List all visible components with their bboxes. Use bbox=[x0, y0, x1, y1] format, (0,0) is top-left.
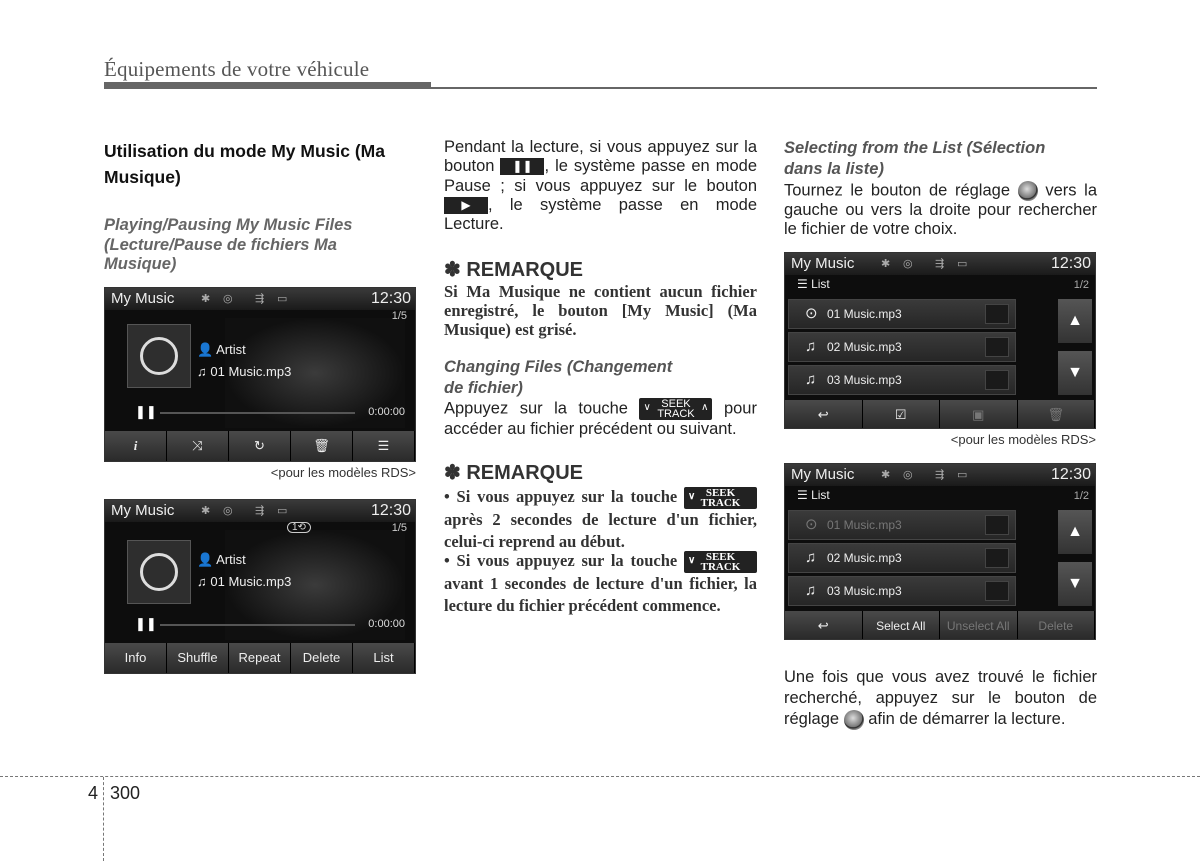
seek-label: SEEK bbox=[705, 551, 736, 564]
progress-track[interactable] bbox=[160, 412, 355, 414]
list-item-label: 01 Music.mp3 bbox=[827, 307, 902, 321]
scroll-up-button[interactable]: ▲ bbox=[1058, 510, 1092, 554]
screen-list-labels bbox=[784, 463, 1096, 640]
battery-icon: ▭ bbox=[957, 469, 968, 481]
tune-knob-icon bbox=[844, 710, 864, 730]
list-item[interactable] bbox=[788, 510, 1016, 540]
status-bar bbox=[785, 253, 1095, 275]
paragraph-text: Pendant la lecture, si vous appuyez sur la bouton bbox=[444, 138, 757, 176]
play-circle-icon: ⊙ bbox=[805, 516, 818, 533]
status-bar bbox=[785, 464, 1095, 486]
list-item-label: 03 Music.mp3 bbox=[827, 584, 902, 598]
seek-label: SEEK bbox=[661, 398, 691, 410]
disc-status-icon: ◎ bbox=[223, 293, 233, 305]
list-item[interactable] bbox=[788, 332, 1016, 362]
subsection-selecting-list: Selecting from the List (Sélection dans la liste) bbox=[784, 139, 1046, 178]
select-all-icon[interactable]: ☑ bbox=[863, 400, 941, 428]
play-circle-icon: ⊙ bbox=[805, 305, 818, 322]
battery-icon: ▭ bbox=[957, 258, 968, 270]
delete-icon[interactable]: 🗑 bbox=[1018, 400, 1096, 428]
artist-line bbox=[197, 342, 246, 358]
usb-icon: ⇶ bbox=[935, 469, 945, 481]
paragraph-text: , le système passe en mode Lecture. bbox=[444, 195, 757, 234]
elapsed-time: 0:00:00 bbox=[368, 406, 405, 418]
info-icon[interactable]: i bbox=[105, 431, 167, 461]
disc-status-icon: ◎ bbox=[903, 258, 913, 270]
remark-text-1: Si Ma Musique ne contient aucun fichier enregistré, le bouton [My Music] (Ma Musique) est grisé. bbox=[444, 282, 757, 339]
status-bar bbox=[105, 288, 415, 310]
music-note-icon: ♫ bbox=[805, 338, 817, 355]
seek-down-icon: ∨ SEEK TRACK bbox=[684, 551, 757, 573]
screen-title: My Music bbox=[111, 290, 175, 307]
paragraph-text: Tournez le bouton de réglage bbox=[784, 181, 1011, 200]
unselect-all-icon[interactable]: ▣ bbox=[940, 400, 1018, 428]
paragraph-text: vers la gauche ou vers la droite pour rechercher le fichier de votre choix. bbox=[784, 181, 1097, 239]
clock: 12:30 bbox=[1050, 466, 1091, 483]
pause-button-icon: ❚❚ bbox=[500, 158, 544, 175]
remark-bullet-2 bbox=[444, 550, 757, 616]
list-item[interactable] bbox=[788, 299, 1016, 329]
confirm-paragraph bbox=[784, 667, 1097, 730]
artist-line bbox=[197, 552, 246, 568]
list-icon: ☰ bbox=[797, 277, 812, 291]
screen-my-music-labels bbox=[104, 499, 416, 674]
track-index: 1/5 bbox=[391, 310, 407, 322]
artist-name: Artist bbox=[216, 552, 246, 567]
delete-icon[interactable]: 🗑 bbox=[291, 431, 353, 461]
remark-heading-1: ✽ REMARQUE bbox=[444, 259, 583, 281]
checkbox[interactable] bbox=[985, 337, 1009, 357]
header-bar bbox=[104, 82, 431, 89]
screen-my-music-icons bbox=[104, 287, 416, 462]
footer-rule bbox=[0, 776, 1200, 777]
track-label: TRACK bbox=[657, 408, 695, 420]
music-note-icon: ♫ bbox=[805, 549, 817, 566]
caption-rds-2: <pour les modèles RDS> bbox=[950, 432, 1096, 447]
list-item-label: 02 Music.mp3 bbox=[827, 551, 902, 565]
list-button[interactable]: List bbox=[353, 643, 415, 673]
scroll-up-button[interactable]: ▲ bbox=[1058, 299, 1092, 343]
clock: 12:30 bbox=[370, 502, 411, 519]
bottom-label-bar bbox=[105, 643, 415, 673]
list-icon[interactable]: ☰ bbox=[353, 431, 415, 461]
bluetooth-icon: ✱ bbox=[201, 505, 211, 517]
screen-title: My Music bbox=[791, 466, 855, 483]
paragraph-text: Une fois que vous avez trouvé le fichier recherché, appuyez sur le bouton de réglage bbox=[784, 668, 1097, 728]
paragraph-text: pour accéder au fichier précédent ou suivant. bbox=[444, 399, 757, 438]
info-button[interactable]: Info bbox=[105, 643, 167, 673]
track-label: TRACK bbox=[700, 497, 741, 510]
album-art-placeholder bbox=[127, 324, 191, 388]
select-all-button[interactable]: Select All bbox=[863, 611, 941, 639]
seek-down-icon: ∨ SEEK TRACK bbox=[684, 487, 757, 509]
elapsed-time: 0:00:00 bbox=[368, 618, 405, 630]
subsection-changing-files: Changing Files (Changement de fichier) bbox=[444, 358, 673, 397]
changing-files-paragraph bbox=[444, 398, 757, 439]
list-item-label: 03 Music.mp3 bbox=[827, 373, 902, 387]
music-note-icon: ♫ bbox=[805, 371, 817, 388]
screen-title: My Music bbox=[791, 255, 855, 272]
clock: 12:30 bbox=[370, 290, 411, 307]
bullet-text: • Si vous appuyez sur la touche bbox=[444, 487, 678, 506]
progress-track[interactable] bbox=[160, 624, 355, 626]
music-note-icon: ♫ bbox=[197, 574, 211, 589]
list-header bbox=[797, 277, 830, 291]
selecting-paragraph bbox=[784, 181, 1097, 240]
person-icon: 👤 bbox=[197, 342, 217, 357]
list-item-label: 01 Music.mp3 bbox=[827, 518, 902, 532]
file-name: 01 Music.mp3 bbox=[210, 364, 292, 379]
page-number: 300 bbox=[110, 783, 141, 803]
checkbox[interactable] bbox=[985, 581, 1009, 601]
list-item[interactable] bbox=[788, 543, 1016, 573]
bluetooth-icon: ✱ bbox=[201, 293, 211, 305]
checkbox[interactable] bbox=[985, 304, 1009, 324]
file-line bbox=[197, 574, 291, 589]
list-item-label: 02 Music.mp3 bbox=[827, 340, 902, 354]
bluetooth-icon: ✱ bbox=[881, 258, 891, 270]
file-name: 01 Music.mp3 bbox=[210, 574, 292, 589]
unselect-all-button[interactable]: Unselect All bbox=[940, 611, 1018, 639]
shuffle-button[interactable]: Shuffle bbox=[167, 643, 229, 673]
delete-button[interactable]: Delete bbox=[291, 643, 353, 673]
bottom-icon-bar bbox=[105, 431, 415, 461]
battery-icon: ▭ bbox=[277, 505, 288, 517]
checkbox[interactable] bbox=[985, 515, 1009, 535]
scroll-down-button[interactable]: ▼ bbox=[1058, 562, 1092, 606]
bullet-text: après 2 secondes de lecture d'un fichier, celui-ci reprend au début. bbox=[444, 510, 757, 551]
screen-list-icons bbox=[784, 252, 1096, 429]
bullet-text: • Si vous appuyez sur la touche bbox=[444, 551, 678, 570]
bullet-text: avant 1 secondes de lecture d'un fichier, la lecture du fichier précédent commence. bbox=[444, 574, 757, 615]
header-rule bbox=[431, 87, 1097, 89]
list-header bbox=[797, 488, 830, 502]
seek-label: SEEK bbox=[705, 487, 736, 500]
usb-icon: ⇶ bbox=[255, 505, 265, 517]
bottom-icon-bar bbox=[785, 400, 1095, 428]
play-button-icon: ▶ bbox=[444, 197, 488, 214]
shuffle-icon[interactable]: ⤨ bbox=[167, 431, 229, 461]
caption-rds-1: <pour les modèles RDS> bbox=[270, 465, 416, 480]
pause-icon[interactable]: ❚❚ bbox=[135, 404, 157, 419]
disc-status-icon: ◎ bbox=[903, 469, 913, 481]
bottom-label-bar bbox=[785, 611, 1095, 639]
tune-knob-icon bbox=[1018, 181, 1038, 201]
list-label: List bbox=[811, 488, 830, 502]
repeat-one-icon: 1⟲ bbox=[287, 522, 311, 533]
usb-icon: ⇶ bbox=[935, 258, 945, 270]
paragraph-text: Appuyez sur la touche bbox=[444, 399, 628, 418]
list-label: List bbox=[811, 277, 830, 291]
remark-heading-2: ✽ REMARQUE bbox=[444, 462, 583, 484]
disc-status-icon: ◎ bbox=[223, 505, 233, 517]
remark-bullet-1 bbox=[444, 486, 757, 552]
paragraph-text: afin de démarrer la lecture. bbox=[868, 710, 1066, 728]
file-line bbox=[197, 364, 291, 379]
status-bar bbox=[105, 500, 415, 522]
pause-play-paragraph bbox=[444, 138, 757, 234]
page-header-title: Équipements de votre véhicule bbox=[104, 57, 370, 81]
footer-divider bbox=[103, 777, 104, 861]
artist-name: Artist bbox=[216, 342, 246, 357]
screen-title: My Music bbox=[111, 502, 175, 519]
back-icon[interactable]: ↩ bbox=[785, 611, 863, 639]
pause-icon[interactable]: ❚❚ bbox=[135, 616, 157, 631]
page-indicator: 1/2 bbox=[1073, 279, 1089, 291]
usb-icon: ⇶ bbox=[255, 293, 265, 305]
bluetooth-icon: ✱ bbox=[881, 469, 891, 481]
person-icon: 👤 bbox=[197, 552, 217, 567]
music-note-icon: ♫ bbox=[805, 582, 817, 599]
list-item[interactable] bbox=[788, 576, 1016, 606]
checkbox[interactable] bbox=[985, 548, 1009, 568]
back-icon[interactable]: ↩ bbox=[785, 400, 863, 428]
list-icon: ☰ bbox=[797, 488, 812, 502]
battery-icon: ▭ bbox=[277, 293, 288, 305]
disc-icon bbox=[140, 553, 178, 591]
checkbox[interactable] bbox=[985, 370, 1009, 390]
track-label: TRACK bbox=[700, 561, 741, 574]
disc-icon bbox=[140, 337, 178, 375]
music-note-icon: ♫ bbox=[197, 364, 211, 379]
repeat-icon[interactable]: ↻ bbox=[229, 431, 291, 461]
track-index: 1/5 bbox=[391, 522, 407, 534]
subsection-playing-pausing: Playing/Pausing My Music Files (Lecture/Pause de fichiers Ma Musique) bbox=[104, 216, 353, 273]
chapter-number: 4 bbox=[88, 783, 99, 803]
repeat-button[interactable]: Repeat bbox=[229, 643, 291, 673]
scroll-down-button[interactable]: ▼ bbox=[1058, 351, 1092, 395]
seek-track-icon: ∨ SEEK TRACK ∧ bbox=[639, 398, 712, 420]
clock: 12:30 bbox=[1050, 255, 1091, 272]
page-indicator: 1/2 bbox=[1073, 490, 1089, 502]
paragraph-text: , le système passe en mode Pause ; si vous appuyez sur le bouton bbox=[444, 157, 758, 195]
section-title: Utilisation du mode My Music (Ma Musique) bbox=[104, 141, 385, 187]
delete-button[interactable]: Delete bbox=[1018, 611, 1096, 639]
album-art-placeholder bbox=[127, 540, 191, 604]
list-item[interactable] bbox=[788, 365, 1016, 395]
